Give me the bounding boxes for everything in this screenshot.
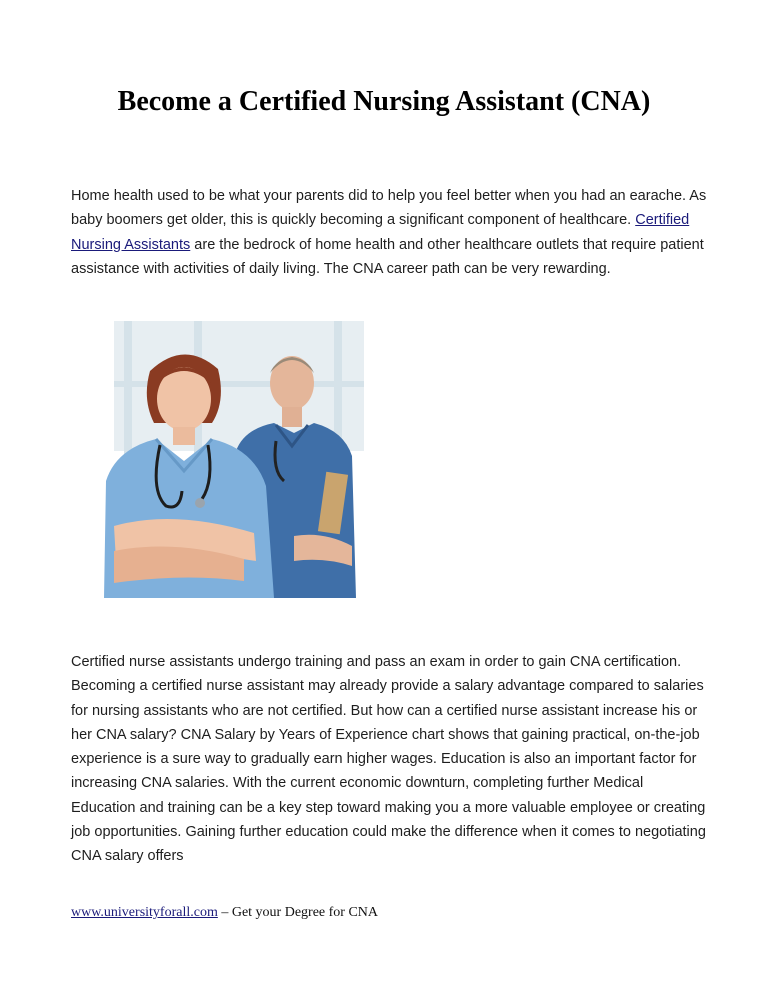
body-paragraph: Certified nurse assistants undergo training and pass an exam in order to gain CNA certification. Becoming a certified nurse assistant may already provide a salary advantage compared to salaries for nursing assistants who are not certified. But how can a certified nurse assistant increase his or her CNA salary? CNA Salary by Years of Experience chart shows that gaining practical, on-the-job experience is a sure way to gradually earn higher wages. Education is also an important factor for increasing CNA salaries. With the current economic downturn, completing further Medical Education and training can be a key step toward making you a more valuable employee or creating job opportunities. Gaining further education could make the difference when it comes to negotiating CNA salary offers (71, 654, 706, 865)
cna-link[interactable]: Certified Nursing Assistants (71, 212, 690, 253)
footer-link[interactable]: www.universityforall.com (71, 905, 218, 920)
intro-text-start: Home health used to be what your parents did to help you feel better when you had an earache. As baby boomers get older, this is quickly becoming a significant component of healthcare. (71, 188, 707, 229)
footer-tagline: – Get your Degree for CNA (217, 905, 379, 920)
intro-paragraph (71, 184, 711, 281)
nurses-photo (94, 321, 371, 598)
footer (71, 905, 378, 921)
intro-text-end: are the bedrock of home health and other healthcare outlets that require patient assistance with activities of daily living. The CNA career path can be very rewarding. (71, 236, 704, 277)
page-title: Become a Certified Nursing Assistant (CNA) (117, 86, 651, 117)
